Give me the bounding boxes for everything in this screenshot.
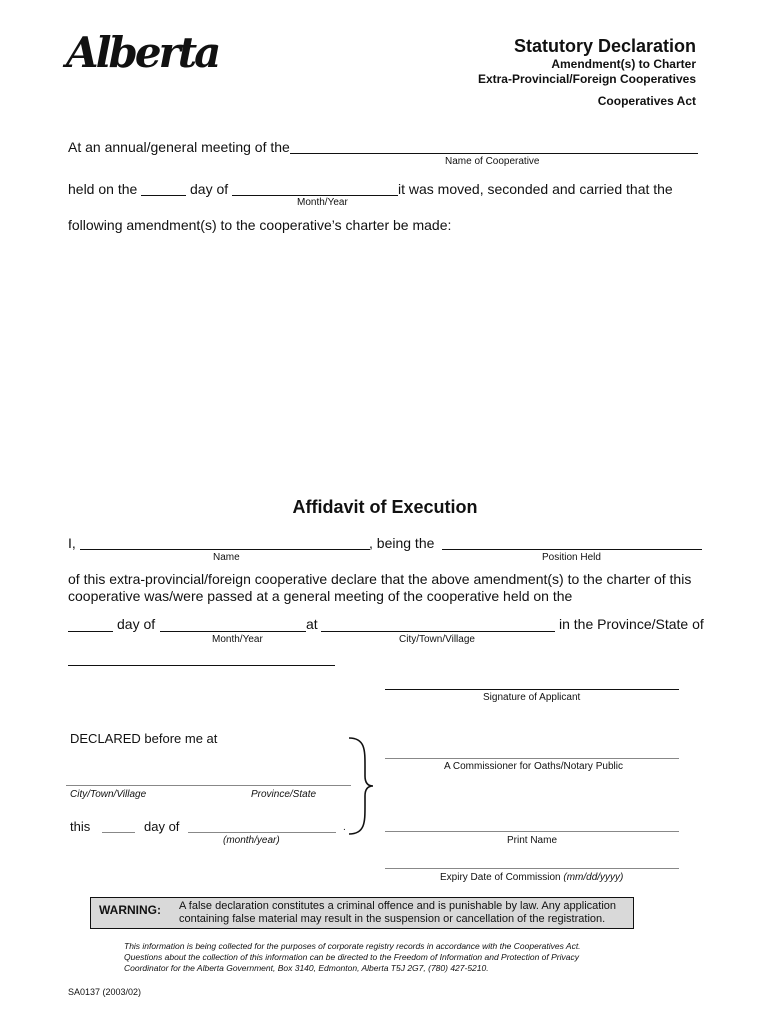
declared-before-label: DECLARED before me at	[70, 731, 218, 746]
meeting-day-field[interactable]	[141, 195, 186, 196]
at-label: at	[306, 616, 318, 632]
form-subtitle-2: Extra-Provincial/Foreign Cooperatives	[477, 72, 696, 86]
affiant-name-field[interactable]	[80, 549, 370, 550]
expiry-format: (mm/dd/yyyy)	[563, 872, 624, 883]
position-held-field[interactable]	[442, 549, 702, 550]
name-caption: Name	[213, 552, 240, 563]
declared-period: .	[343, 822, 346, 833]
cooperative-name-caption: Name of Cooperative	[445, 156, 540, 167]
warning-line-2: containing false material may result in the suspension or cancellation of the registration.	[179, 913, 606, 925]
cooperative-name-field[interactable]	[290, 153, 698, 154]
warning-line-1: A false declaration constitutes a criminal offence and is punishable by law. Any application	[179, 900, 617, 912]
meeting-intro-label: At an annual/general meeting of the	[68, 139, 290, 155]
declared-month-year-field[interactable]	[188, 832, 336, 833]
privacy-notice-2: Questions about the collection of this information can be directed to the Freedom of Information and Protection of Privacy	[124, 952, 579, 962]
in-province-label: in the Province/State of	[559, 616, 704, 632]
expiry-caption-wrap	[440, 872, 623, 883]
meeting-month-year-caption: Month/Year	[297, 197, 348, 208]
print-name-caption: Print Name	[507, 835, 558, 846]
form-title: Statutory Declaration	[513, 36, 696, 56]
moved-text: it was moved, seconded and carried that the	[398, 181, 673, 197]
commissioner-field[interactable]	[385, 758, 679, 759]
following-amendments-text: following amendment(s) to the cooperative’s charter be made:	[68, 217, 452, 233]
affidavit-title: Affidavit of Execution	[292, 497, 478, 517]
signature-caption: Signature of Applicant	[483, 692, 581, 703]
affidavit-city-field[interactable]	[321, 631, 555, 632]
meeting-month-year-field[interactable]	[232, 195, 398, 196]
alberta-logo: Alberta	[66, 28, 219, 77]
declared-city-caption: City/Town/Village	[70, 789, 147, 800]
declared-city-province-field[interactable]	[66, 785, 351, 786]
position-held-caption: Position Held	[542, 552, 601, 563]
form-subtitle-1: Amendment(s) to Charter	[551, 57, 696, 71]
affidavit-day-field[interactable]	[68, 631, 113, 632]
meeting-day-of-label: day of	[190, 181, 229, 197]
being-the-label: , being the	[369, 535, 435, 551]
declaration-paragraph-1: of this extra-provincial/foreign cooperative declare that the above amendment(s) to the charter of this	[68, 571, 692, 587]
warning-label: WARNING:	[99, 903, 161, 917]
print-name-field[interactable]	[385, 831, 679, 832]
warning-box	[90, 897, 634, 929]
affidavit-city-caption: City/Town/Village	[399, 634, 475, 645]
amendments-text-area[interactable]	[68, 240, 700, 480]
expiry-date-field[interactable]	[385, 868, 679, 869]
declared-month-year-caption: (month/year)	[223, 835, 280, 846]
act-name: Cooperatives Act	[597, 94, 696, 108]
expiry-caption: Expiry Date of Commission	[440, 872, 561, 883]
i-label: I,	[68, 535, 76, 551]
applicant-signature-field[interactable]	[385, 689, 679, 690]
form-code: SA0137 (2003/02)	[68, 987, 142, 997]
province-state-field[interactable]	[68, 665, 335, 666]
commissioner-caption: A Commissioner for Oaths/Notary Public	[444, 761, 623, 772]
privacy-notice-1: This information is being collected for the purposes of corporate registry records in accordance with the Cooperatives Act.	[124, 941, 581, 951]
declared-day-field[interactable]	[102, 832, 135, 833]
affidavit-month-year-caption: Month/Year	[212, 634, 263, 645]
brace-icon	[343, 736, 377, 836]
declaration-paragraph-2: cooperative was/were passed at a general meeting of the cooperative held on the	[68, 588, 573, 604]
privacy-notice-3: Coordinator for the Alberta Government, Box 3140, Edmonton, Alberta T5J 2G7, (780) 427-5210.	[124, 963, 489, 973]
affidavit-day-of-label: day of	[117, 616, 156, 632]
declared-province-caption: Province/State	[251, 789, 317, 800]
held-on-label: held on the	[68, 181, 138, 197]
this-label: this	[70, 819, 91, 834]
declared-day-of-label: day of	[144, 819, 180, 834]
affidavit-month-year-field[interactable]	[160, 631, 306, 632]
